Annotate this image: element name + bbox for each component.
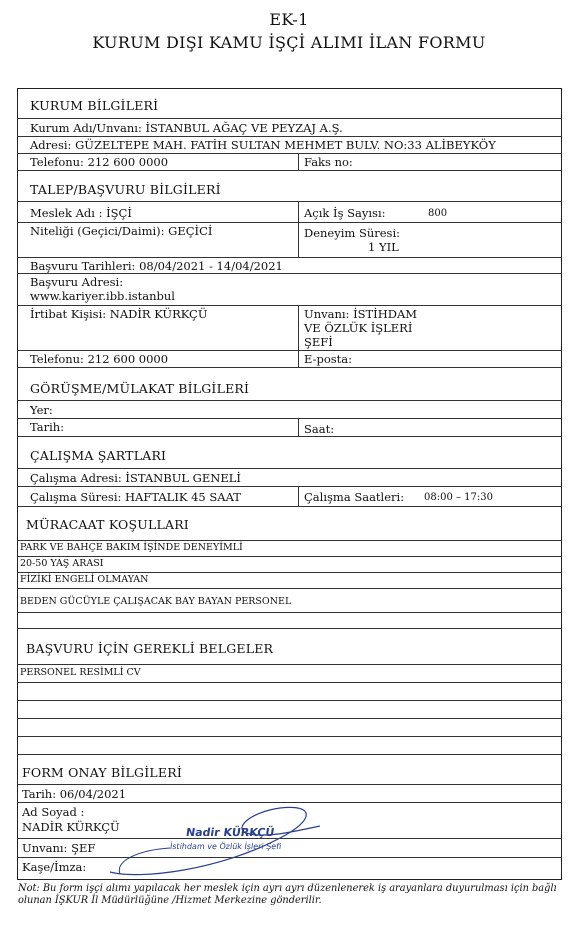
gorusme-tarih: Tarih:: [30, 420, 65, 434]
divider: [17, 305, 561, 306]
talep-nitelik: Niteliği (Geçici/Daimi): GEÇİCİ: [30, 224, 213, 238]
talep-acik-is-label: Açık İş Sayısı:: [304, 206, 386, 220]
form-code: EK-1: [269, 10, 309, 29]
divider: [17, 628, 561, 629]
stamp-title: İstihdam ve Özlük İşleri Şefi: [169, 842, 282, 851]
divider: [17, 556, 561, 557]
muracaat-item: 20-50 YAŞ ARASI: [20, 558, 104, 569]
calisma-adres: Çalışma Adresi: İSTANBUL GENELİ: [30, 471, 241, 485]
talep-deneyim-value: 1 YIL: [368, 240, 399, 254]
divider: [17, 153, 561, 154]
gorusme-yer: Yer:: [30, 403, 53, 417]
divider: [17, 736, 561, 737]
divider: [298, 418, 299, 436]
onay-ad-label: Ad Soyad :: [22, 805, 85, 819]
divider: [17, 350, 561, 351]
belgeler-item: PERSONEL RESİMLİ CV: [20, 667, 141, 678]
divider: [17, 257, 561, 258]
talep-irtibat: İrtibat Kişisi: NADİR KÜRKÇÜ: [30, 307, 208, 321]
talep-deneyim-label: Deneyim Süresi:: [304, 226, 401, 240]
kurum-adi: Kurum Adı/Unvanı: İSTANBUL AĞAÇ VE PEYZAJ A.Ş.: [30, 121, 343, 135]
section-belgeler-title: BAŞVURU İÇİN GEREKLİ BELGELER: [26, 641, 274, 656]
divider: [17, 754, 561, 755]
divider: [17, 664, 561, 665]
divider: [298, 153, 299, 170]
form-title: KURUM DIŞI KAMU İŞÇİ ALIMI İLAN FORMU: [92, 33, 486, 52]
muracaat-item: PARK VE BAHÇE BAKIM İŞİNDE DENEYİMLİ: [20, 542, 243, 553]
talep-eposta: E-posta:: [304, 352, 353, 366]
muracaat-item: FİZİKİ ENGELİ OLMAYAN: [20, 574, 149, 585]
divider: [17, 418, 561, 419]
divider: [298, 486, 299, 506]
section-talep-title: TALEP/BAŞVURU BİLGİLERİ: [30, 182, 221, 197]
muracaat-item: BEDEN GÜCÜYLE ÇALIŞACAK BAY BAYAN PERSONEL: [20, 596, 292, 607]
gorusme-saat: Saat:: [304, 422, 335, 436]
talep-unvan-line2: VE ÖZLÜK İŞLERİ: [304, 321, 413, 335]
section-calisma-title: ÇALIŞMA ŞARTLARI: [30, 448, 167, 463]
talep-meslek: Meslek Adı : İŞÇİ: [30, 206, 132, 220]
divider: [17, 118, 561, 119]
divider: [298, 201, 299, 257]
divider: [17, 718, 561, 719]
calisma-saatler-value: 08:00 – 17:30: [424, 492, 493, 503]
section-muracaat-title: MÜRACAAT KOŞULLARI: [26, 517, 189, 532]
talep-unvan-line1: Unvanı: İSTİHDAM: [304, 307, 418, 321]
kurum-faks: Faks no:: [304, 155, 353, 169]
divider: [17, 588, 561, 589]
talep-tarihler: Başvuru Tarihleri: 08/04/2021 - 14/04/2021: [30, 259, 283, 273]
divider: [298, 305, 299, 367]
calisma-saatler-label: Çalışma Saatleri:: [304, 490, 405, 504]
talep-telefon: Telefonu: 212 600 0000: [30, 352, 169, 366]
calisma-sure: Çalışma Süresi: HAFTALIK 45 SAAT: [30, 490, 241, 504]
divider: [17, 486, 561, 487]
divider: [17, 682, 561, 683]
divider: [17, 170, 561, 171]
section-kurum-title: KURUM BİLGİLERİ: [30, 98, 159, 113]
talep-adres-value: www.kariyer.ibb.istanbul: [30, 289, 175, 303]
divider: [17, 700, 561, 701]
divider: [17, 201, 561, 202]
divider: [17, 572, 561, 573]
kurum-telefon: Telefonu: 212 600 0000: [30, 155, 169, 169]
onay-kase: Kaşe/İmza:: [22, 860, 87, 874]
divider: [17, 367, 561, 368]
divider: [17, 784, 561, 785]
talep-adres-label: Başvuru Adresi:: [30, 275, 124, 289]
divider: [17, 222, 561, 223]
divider: [17, 136, 561, 137]
talep-acik-is-value: 800: [428, 208, 448, 219]
talep-unvan-line3: ŞEFİ: [304, 335, 333, 349]
onay-unvan: Unvanı: ŞEF: [22, 841, 96, 855]
divider: [17, 540, 561, 541]
divider: [17, 506, 561, 507]
divider: [17, 273, 561, 274]
onay-tarih: Tarih: 06/04/2021: [22, 787, 127, 801]
stamp-name: Nadir KÜRKÇÜ: [185, 826, 276, 839]
divider: [17, 400, 561, 401]
divider: [17, 468, 561, 469]
divider: [17, 612, 561, 613]
section-gorusme-title: GÖRÜŞME/MÜLAKAT BİLGİLERİ: [30, 381, 250, 396]
footer-note: Not: Bu form işçi alımı yapılacak her meslek için ayrı ayrı düzenlenerek iş arayanlara duyurulması için bağlı olunan İŞKUR İl Müdürlüğüne /Hizmet Merkezine gönderilir.: [18, 883, 557, 906]
section-onay-title: FORM ONAY BİLGİLERİ: [22, 765, 182, 780]
divider: [17, 436, 561, 437]
onay-ad-value: NADİR KÜRKÇÜ: [22, 820, 120, 834]
kurum-adres: Adresi: GÜZELTEPE MAH. FATİH SULTAN MEHMET BULV. NO:33 ALİBEYKÖY: [30, 138, 496, 152]
